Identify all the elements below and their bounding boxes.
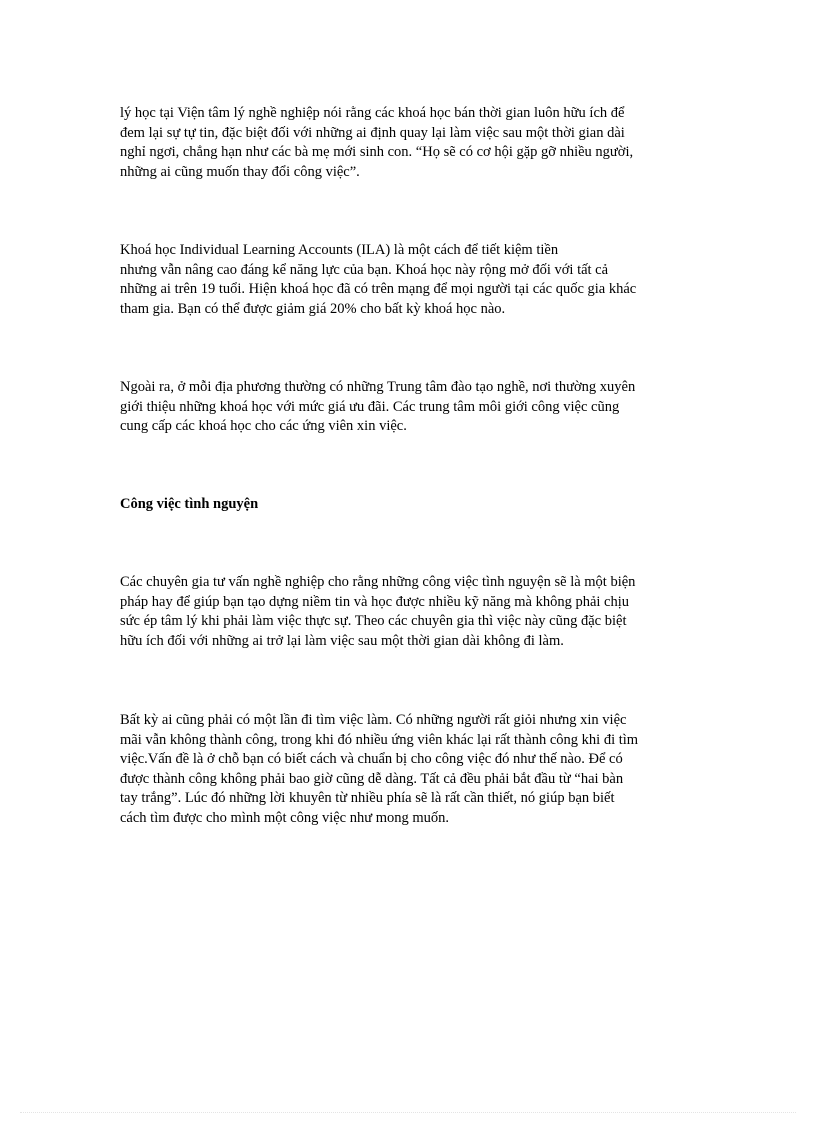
text-line: được thành công không phải bao giờ cũng dễ dàng. Tất cả đều phải bắt đầu từ “hai bàn — [120, 770, 624, 787]
text-line: cung cấp các khoá học cho các ứng viên xin việc. — [120, 418, 407, 434]
text-line: hữu ích đối với những ai trở lại làm việc sau một thời gian dài không đi làm. — [120, 632, 564, 649]
paragraph-job-search — [120, 711, 700, 828]
text-line: Khoá học Individual Learning Accounts (ILA) là một cách để tiết kiệm tiền — [120, 242, 559, 258]
text-line: lý học tại Viện tâm lý nghề nghiệp nói rằng các khoá học bán thời gian luôn hữu ích để — [120, 105, 625, 121]
text-line: đem lại sự tự tin, đặc biệt đối với những ai định quay lại làm việc sau một thời gian dài — [120, 124, 625, 141]
text-line: pháp hay để giúp bạn tạo dựng niềm tin và học được nhiều kỹ năng mà không phải chịu — [120, 593, 630, 610]
text-line: nghỉ ngơi, chẳng hạn như các bà mẹ mới sinh con. “Họ sẽ có cơ hội gặp gỡ nhiều người, — [120, 144, 634, 160]
text-line: sức ép tâm lý khi phải làm việc thực sự. Theo các chuyên gia thì việc này cũng đặc biệt — [120, 613, 627, 629]
text-line: tay trắng”. Lúc đó những lời khuyên từ nhiều phía sẽ là rất cần thiết, nó giúp bạn biết — [120, 790, 615, 806]
paragraph-volunteer-work — [120, 573, 700, 651]
text-line: tham gia. Bạn có thể được giảm giá 20% cho bất kỳ khoá học nào. — [120, 300, 506, 317]
paragraph-ila — [120, 241, 700, 319]
text-line: Các chuyên gia tư vấn nghề nghiệp cho rằng những công việc tình nguyện sẽ là một biện — [120, 574, 636, 590]
text-line: những ai cũng muốn thay đổi công việc”. — [120, 163, 360, 180]
paragraph-career-courses — [120, 104, 700, 182]
text-line: mãi vẫn không thành công, trong khi đó nhiều ứng viên khác lại rất thành công khi đi tìm — [120, 731, 639, 748]
text-line: việc.Vấn đề là ở chỗ bạn có biết cách và chuẩn bị cho công việc đó như thế nào. Để có — [120, 751, 623, 767]
text-line: cách tìm được cho mình một công việc như mong muốn. — [120, 809, 450, 826]
text-line: những ai trên 19 tuổi. Hiện khoá học đã có trên mạng để mọi người tại các quốc gia khác — [120, 281, 637, 297]
page-bottom-divider — [20, 1112, 796, 1113]
text-line: giới thiệu những khoá học với mức giá ưu đãi. Các trung tâm môi giới công việc cũng — [120, 398, 620, 415]
paragraph-training-centers — [120, 378, 700, 437]
text-line: Bất kỳ ai cũng phải có một lần đi tìm việc làm. Có những người rất giỏi nhưng xin việc — [120, 712, 627, 728]
text-line: nhưng vẫn nâng cao đáng kể năng lực của bạn. Khoá học này rộng mở đối với tất cả — [120, 261, 609, 278]
section-heading: Công việc tình nguyện — [120, 496, 259, 512]
text-line: Ngoài ra, ở mỗi địa phương thường có những Trung tâm đào tạo nghề, nơi thường xuyên — [120, 379, 636, 395]
